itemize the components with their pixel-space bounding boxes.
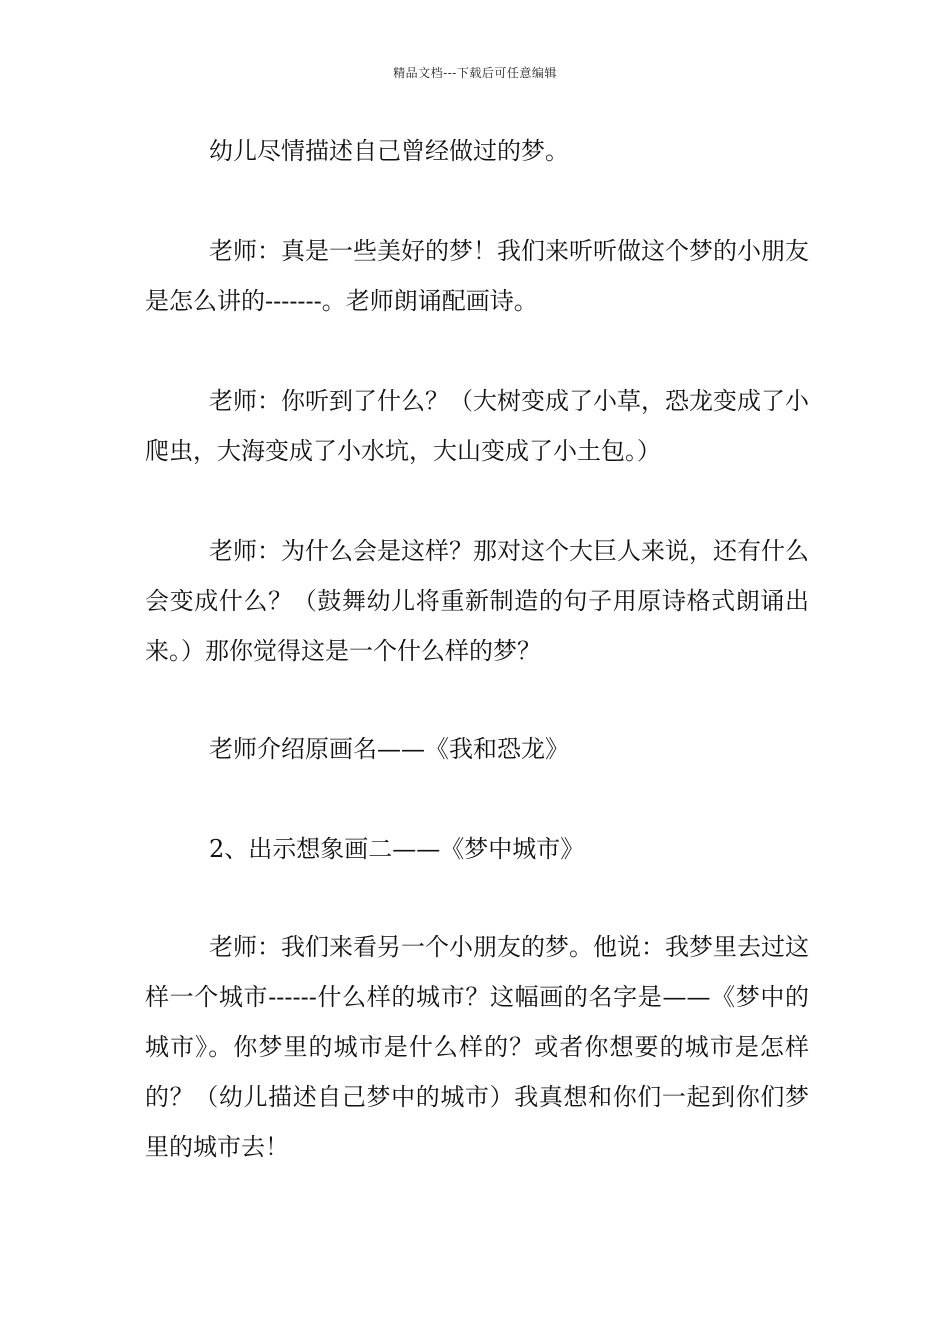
paragraph-teacher-why: 老师：为什么会是这样？那对这个大巨人来说，还有什么会变成什么？（鼓舞幼儿将重新制造的句子用原诗格式朗诵出来。）那你觉得这是一个什么样的梦？ <box>145 537 809 665</box>
paragraph-describe-dreams: 幼儿尽情描述自己曾经做过的梦。 <box>209 137 569 165</box>
paragraph-painting-name: 老师介绍原画名——《我和恐龙》 <box>209 735 569 763</box>
page-header: 精品文档---下载后可任意编辑 <box>393 66 557 80</box>
paragraph-teacher-what-heard: 老师：你听到了什么？（大树变成了小草，恐龙变成了小爬虫，大海变成了小水坑，大山变成了小土包。） <box>145 387 809 465</box>
paragraph-teacher-beautiful-dream: 老师：真是一些美好的梦！我们来听听做这个梦的小朋友是怎么讲的-------。老师朗诵配画诗。 <box>145 237 809 315</box>
paragraph-section-2-heading: 2、出示想象画二——《梦中城市》 <box>209 835 585 863</box>
paragraph-teacher-dream-city: 老师：我们来看另一个小朋友的梦。他说：我梦里去过这样一个城市------什么样的城市？这幅画的名字是——《梦中的城市》。你梦里的城市是什么样的？或者你想要的城市是怎样的？（幼儿描述自己梦中的城市）我真想和你们一起到你们梦里的城市去！ <box>145 933 809 1161</box>
